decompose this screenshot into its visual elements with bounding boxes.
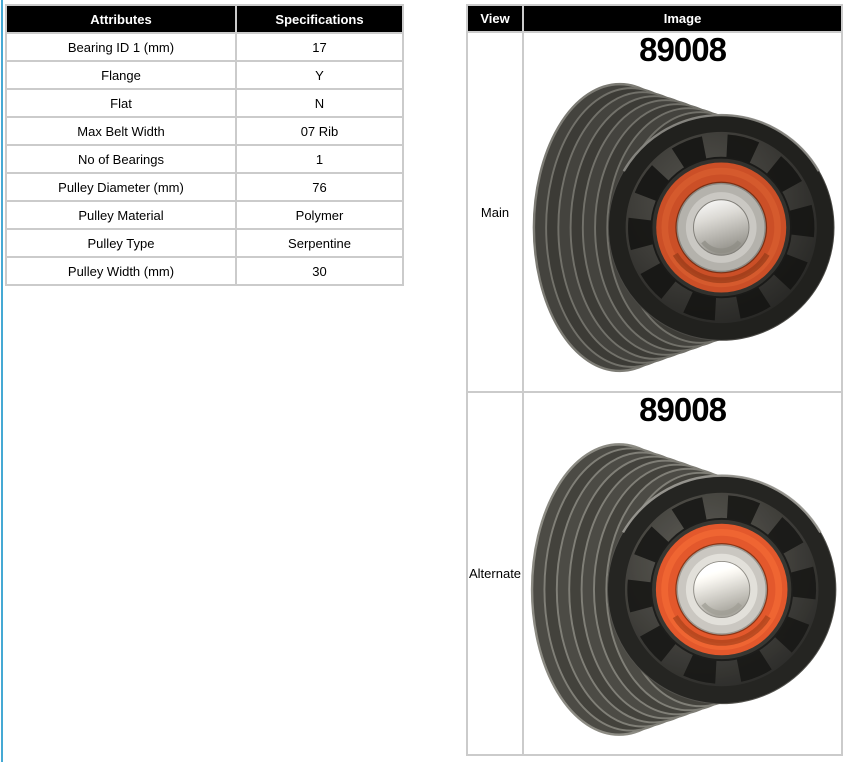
image-cell-main	[523, 32, 842, 392]
part-number-label: 89008	[639, 33, 726, 68]
specifications-column-header: Specifications	[236, 5, 403, 33]
pulley-photo-alternate	[527, 425, 839, 754]
specification-value: 07 Rib	[236, 117, 403, 145]
attribute-label: Pulley Width (mm)	[6, 257, 236, 285]
alternate-view-row	[467, 392, 842, 755]
table-row	[6, 173, 403, 201]
product-image-main	[524, 33, 841, 391]
table-row	[6, 117, 403, 145]
specification-value: 1	[236, 145, 403, 173]
views-header-row	[467, 5, 842, 32]
main-view-row	[467, 32, 842, 392]
attribute-label: Pulley Material	[6, 201, 236, 229]
table-row	[6, 229, 403, 257]
product-image-alternate	[524, 393, 841, 754]
specification-value: 17	[236, 33, 403, 61]
attribute-label: Max Belt Width	[6, 117, 236, 145]
specification-value: 30	[236, 257, 403, 285]
specification-value: Serpentine	[236, 229, 403, 257]
views-table	[466, 4, 843, 756]
table-row	[6, 201, 403, 229]
table-row	[6, 145, 403, 173]
attribute-label: Pulley Type	[6, 229, 236, 257]
window-left-border	[1, 0, 3, 762]
table-row	[6, 61, 403, 89]
attributes-table	[5, 4, 404, 286]
specification-value: Y	[236, 61, 403, 89]
attribute-label: Bearing ID 1 (mm)	[6, 33, 236, 61]
part-number-label: 89008	[639, 393, 726, 428]
attribute-label: No of Bearings	[6, 145, 236, 173]
specification-value: Polymer	[236, 201, 403, 229]
attribute-label: Flat	[6, 89, 236, 117]
specification-value: N	[236, 89, 403, 117]
table-row	[6, 257, 403, 285]
view-label-main: Main	[467, 32, 523, 392]
table-row	[6, 33, 403, 61]
image-column-header: Image	[523, 5, 842, 32]
view-column-header: View	[467, 5, 523, 32]
attribute-label: Flange	[6, 61, 236, 89]
attributes-column-header: Attributes	[6, 5, 236, 33]
image-cell-alternate	[523, 392, 842, 755]
table-row	[6, 89, 403, 117]
attributes-header-row	[6, 5, 403, 33]
attribute-label: Pulley Diameter (mm)	[6, 173, 236, 201]
view-label-alternate: Alternate	[467, 392, 523, 755]
specification-value: 76	[236, 173, 403, 201]
pulley-photo-main	[530, 65, 836, 390]
